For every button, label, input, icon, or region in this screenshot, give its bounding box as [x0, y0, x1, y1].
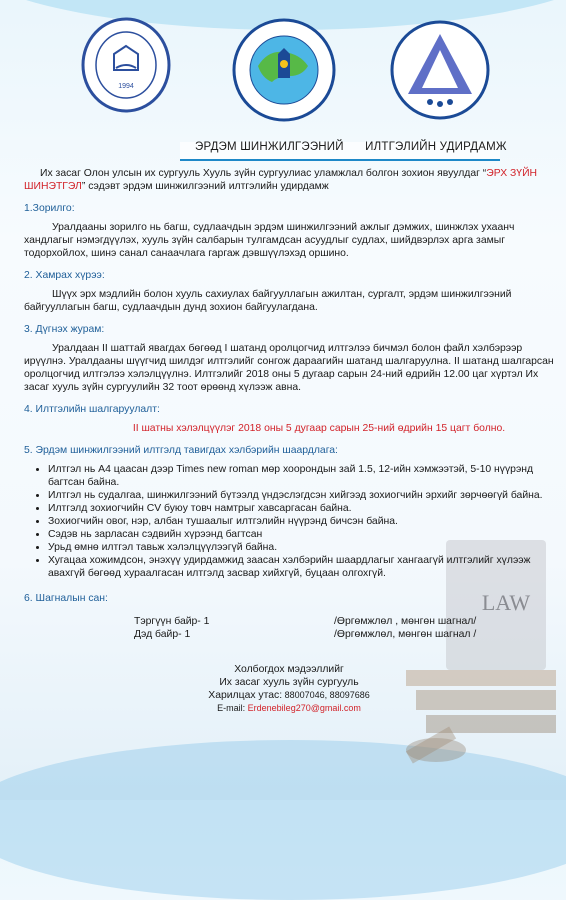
- prize-row: [24, 615, 554, 628]
- prize-place: Тэргүүн байр- 1: [134, 616, 210, 627]
- list-item: • Илтгэл нь судалгаа, шинжилгээний бүтээлд үндэслэгдсэн хийгээд зохиогчийн эрхийг зөрчөөгүй байна.: [48, 489, 554, 502]
- svg-text:LAW: LAW: [481, 590, 531, 615]
- contact-line2: Их засаг хууль зүйн сургууль: [219, 677, 359, 688]
- section-text-scope: Шүүх эрх мэдлийн болон хууль сахиулах байгууллагын ажилтан, сургалт, эрдэм шинжилгээний байгууллагын багш, судлаачдын дунд зохион байгуулагдана.: [24, 289, 512, 313]
- criminology-logo: [390, 20, 490, 120]
- section-text-selection: II шатны хэлэлцүүлэг 2018 оны 5 дугаар сарын 25-ний өдрийн 15 цагт болно.: [132, 423, 506, 434]
- section-heading-procedure: 3. Дүгнэх журам:: [24, 324, 105, 335]
- section-heading-prizes: 6. Шагналын сан:: [24, 593, 108, 604]
- bar-association-logo: [232, 18, 336, 122]
- contact-block: [24, 663, 554, 715]
- section-heading-selection: 4. Илтгэлийн шалгаруулалт:: [24, 404, 160, 415]
- list-item: • Сэдэв нь зарласан сэдвийн хүрээнд багтсан: [48, 528, 554, 541]
- section-text-procedure: Уралдаан II шаттай явагдах бөгөөд I шатанд оролцогчид илтгэлээ бичмэл болон файл хэлбэрээр ирүүлнэ. Уралдааны шүүгчид шилдэг илтгэлийг сонгож дараагийн шатанд шалгаруулна. II шатанд шалгарсан оролцогчид илтгэлээ хэлэлцүүлнэ. Илтгэлийг 2018 оны 5 дугаар сарын 24-ний өдрийн 12.00 цаг хүртэл Их засаг хууль зүйн сургуулийн 32 тоот өрөөнд хүлээж авна.: [24, 343, 554, 393]
- contact-phone: [24, 689, 554, 702]
- prize-place: Дэд байр- 1: [134, 629, 191, 640]
- contact-email: [24, 702, 554, 715]
- section-heading-requirements: 5. Эрдэм шинжилгээний илтгэлд тавигдах хэлбэрийн шаардлага:: [24, 445, 338, 456]
- section-text-goal: Уралдааны зорилго нь багш, судлаачдын эрдэм шинжилгээний ажлыг дэмжих, шинжлэх ухаанч хандлагыг нэмэгдүүлэх, хууль зүйн салбарын тулгамдсан асуудлыг судлах, шийдвэрлэх арга замыг тодорхойлох, шинэ санал санаачлага гаргаж дэвшүүлэхэд оршино.: [24, 222, 515, 259]
- logo-row: [0, 8, 566, 118]
- document-body: [24, 167, 554, 715]
- title-part1: ЭРДЭМ ШИНЖИЛГЭЭНИЙ: [195, 141, 344, 153]
- prize-row: [24, 628, 554, 641]
- prize-reward: /Өргөмжлөл, мөнгөн шагнал /: [334, 629, 477, 640]
- requirements-list: [24, 463, 554, 580]
- phone-label: Харилцах утас:: [208, 690, 283, 701]
- contact-line1: Холбогдох мэдээллийг: [234, 664, 344, 675]
- title-part2: ИЛТГЭЛИЙН УДИРДАМЖ: [365, 141, 507, 153]
- event-name: ЭРХ ЗҮЙН ШИНЭТГЭЛ: [24, 168, 538, 192]
- intro-text: Их засаг Олон улсын их сургууль Хууль зүйн сургуулиас уламжлал болгон зохион явуулдаг “: [40, 168, 487, 179]
- list-item: • Зохиогчийн овог, нэр, албан тушаалыг илтгэлийн нүүрэнд бичсэн байна.: [48, 515, 554, 528]
- list-item: • Илтгэл нь А4 цаасан дээр Times new roman мөр хоорондын зай 1.5, 12-ийн хэмжээтэй, 5-10 нүүрэнд багтсан байна.: [48, 463, 554, 489]
- phone-number: 88007046, 88097686: [282, 690, 370, 700]
- email-link[interactable]: Erdenebileg270@gmail.com: [247, 703, 361, 713]
- intro-paragraph: [24, 167, 554, 193]
- university-logo: [80, 16, 172, 114]
- section-heading-goal: 1.Зорилго:: [24, 203, 75, 214]
- prize-reward: /Өргөмжлөл , мөнгөн шагнал/: [334, 616, 477, 627]
- list-item: • Хугацаа хожимдсон, энэхүү удирдамжид заасан хэлбэрийн шаардлагыг хангаагүй илтгэлийг хүлээж авахгүй бөгөөд хураалгасан илтгэлд засвар хийхгүй, буцаан олгохгүй.: [48, 554, 554, 580]
- list-item: • Урьд өмнө илтгэл тавьж хэлэлцүүлээгүй байна.: [48, 541, 554, 554]
- intro-text-end: ” сэдэвт эрдэм шинжилгээний илтгэлийн удирдамж: [81, 181, 329, 192]
- email-label: E-mail:: [217, 703, 248, 713]
- list-item: • Илтгэлд зохиогчийн CV буюу товч намтрыг хавсаргасан байна.: [48, 502, 554, 515]
- section-heading-scope: 2. Хамрах хүрээ:: [24, 270, 105, 281]
- svg-text:1994: 1994: [118, 83, 134, 90]
- page-title: [195, 141, 525, 153]
